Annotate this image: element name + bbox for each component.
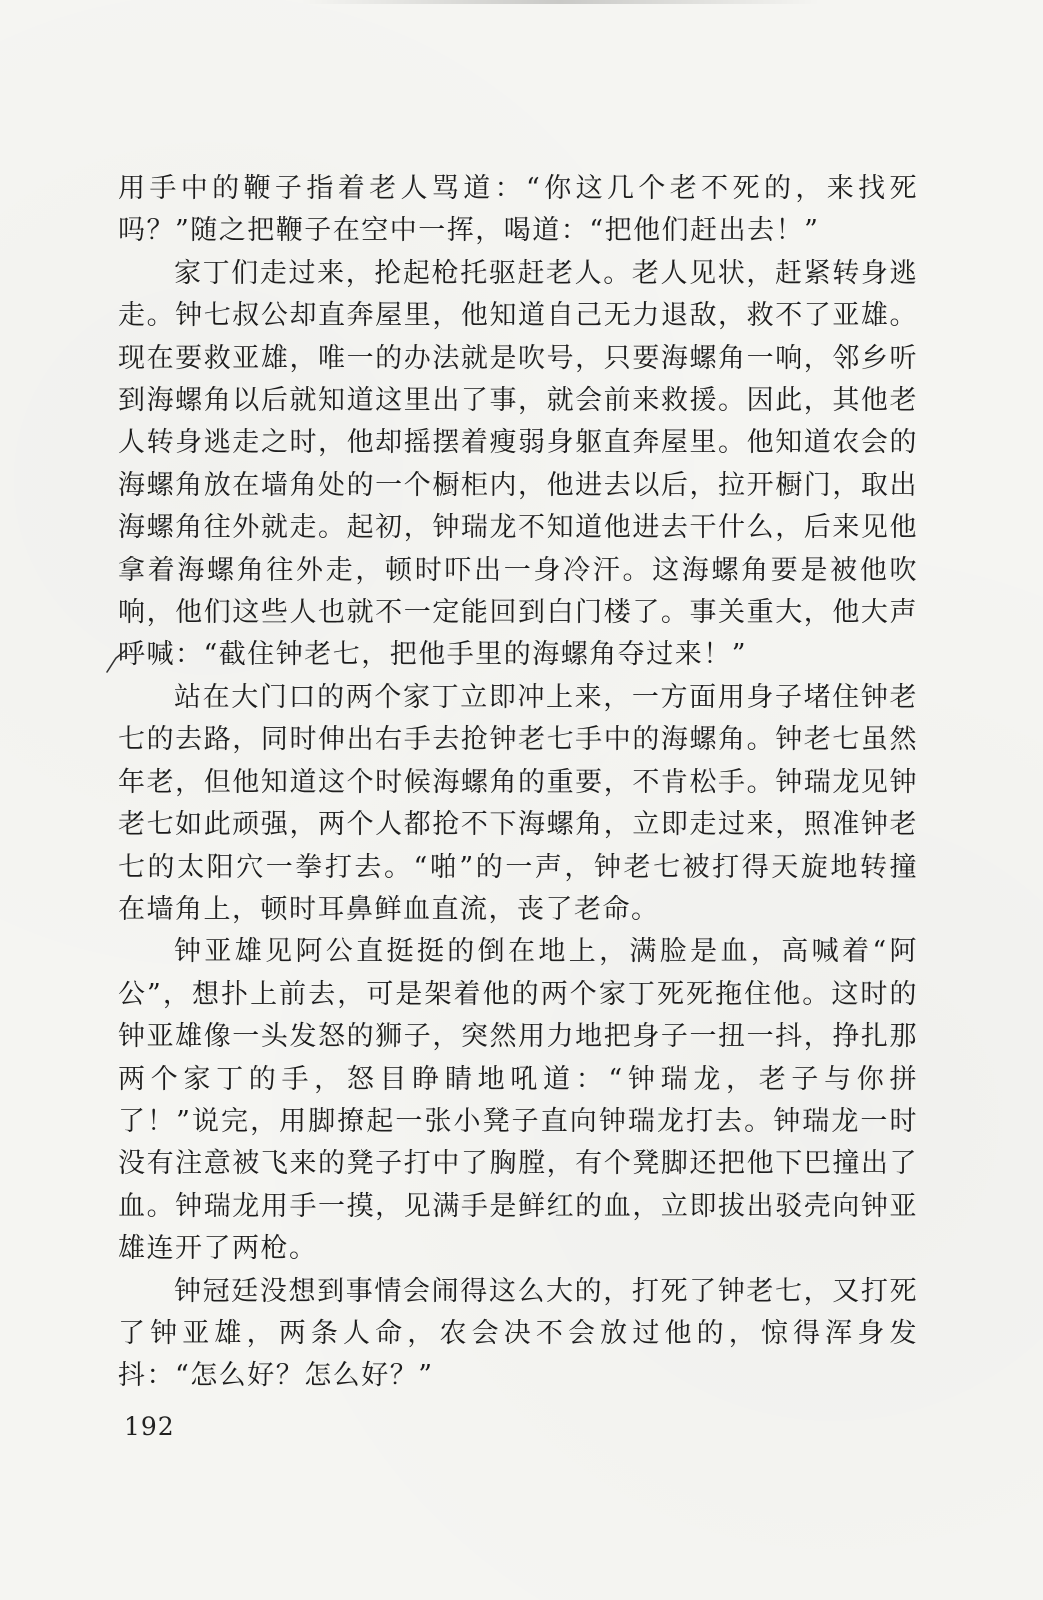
paragraph: 站在大门口的两个家丁立即冲上来，一方面用身子堵住钟老七的去路，同时伸出右手去抢钟老七手中的海螺角。钟老七虽然年老，但他知道这个时候海螺角的重要，不肯松手。钟瑞龙见钟老七如此顽强，两个人都抢不下海螺角，立即走过来，照准钟老七的太阳穴一拳打去。“啪”的一声，钟老七被打得天旋地转撞在墙角上，顿时耳鼻鲜血直流，丧了老命。	[118, 681, 918, 925]
paragraph: 家丁们走过来，抡起枪托驱赶老人。老人见状，赶紧转身逃走。钟七叔公却直奔屋里，他知道自己无力退敌，救不了亚雄。现在要救亚雄，唯一的办法就是吹号，只要海螺角一响，邻乡听到海螺角以后就知道这里出了事，就会前来救援。因此，其他老人转身逃走之时，他却摇摆着瘦弱身躯直奔屋里。他知道农会的海螺角放在墙角处的一个橱柜内，他进去以后，拉开橱门，取出海螺角往外就走。起初，钟瑞龙不知道他进去干什么，后来见他拿着海螺角往外走，顿时吓出一身冷汗。这海螺角要是被他吹响，他们这些人也就不一定能回到白门楼了。事关重大，他大声呼喊：“截住钟老七，把他手里的海螺角夺过来！”	[118, 257, 918, 671]
paragraph-continued: 用手中的鞭子指着老人骂道：“你这几个老不死的，来找死吗？”随之把鞭子在空中一挥，喝道：“把他们赶出去！”	[118, 173, 918, 247]
pen-tick-mark-icon	[104, 648, 128, 674]
paragraph: 钟亚雄见阿公直挺挺的倒在地上，满脸是血，高喊着“阿公”，想扑上前去，可是架着他的两个家丁死死拖住他。这时的钟亚雄像一头发怒的狮子，突然用力地把身子一扭一抖，挣扎那两个家丁的手，怒目睁睛地吼道：“钟瑞龙，老子与你拼了！”说完，用脚撩起一张小凳子直向钟瑞龙打去。钟瑞龙一时没有注意被飞来的凳子打中了胸膛，有个凳脚还把他下巴撞出了血。钟瑞龙用手一摸，见满手是鲜红的血，立即拔出驳壳向钟亚雄连开了两枪。	[118, 936, 918, 1265]
scan-edge-shadow	[300, 0, 820, 4]
body-text	[118, 168, 918, 1398]
page-number: 192	[124, 1412, 175, 1441]
paragraph: 钟冠廷没想到事情会闹得这么大的，打死了钟老七，又打死了钟亚雄，两条人命，农会决不会放过他的，惊得浑身发抖：“怎么好？怎么好？”	[118, 1275, 918, 1392]
